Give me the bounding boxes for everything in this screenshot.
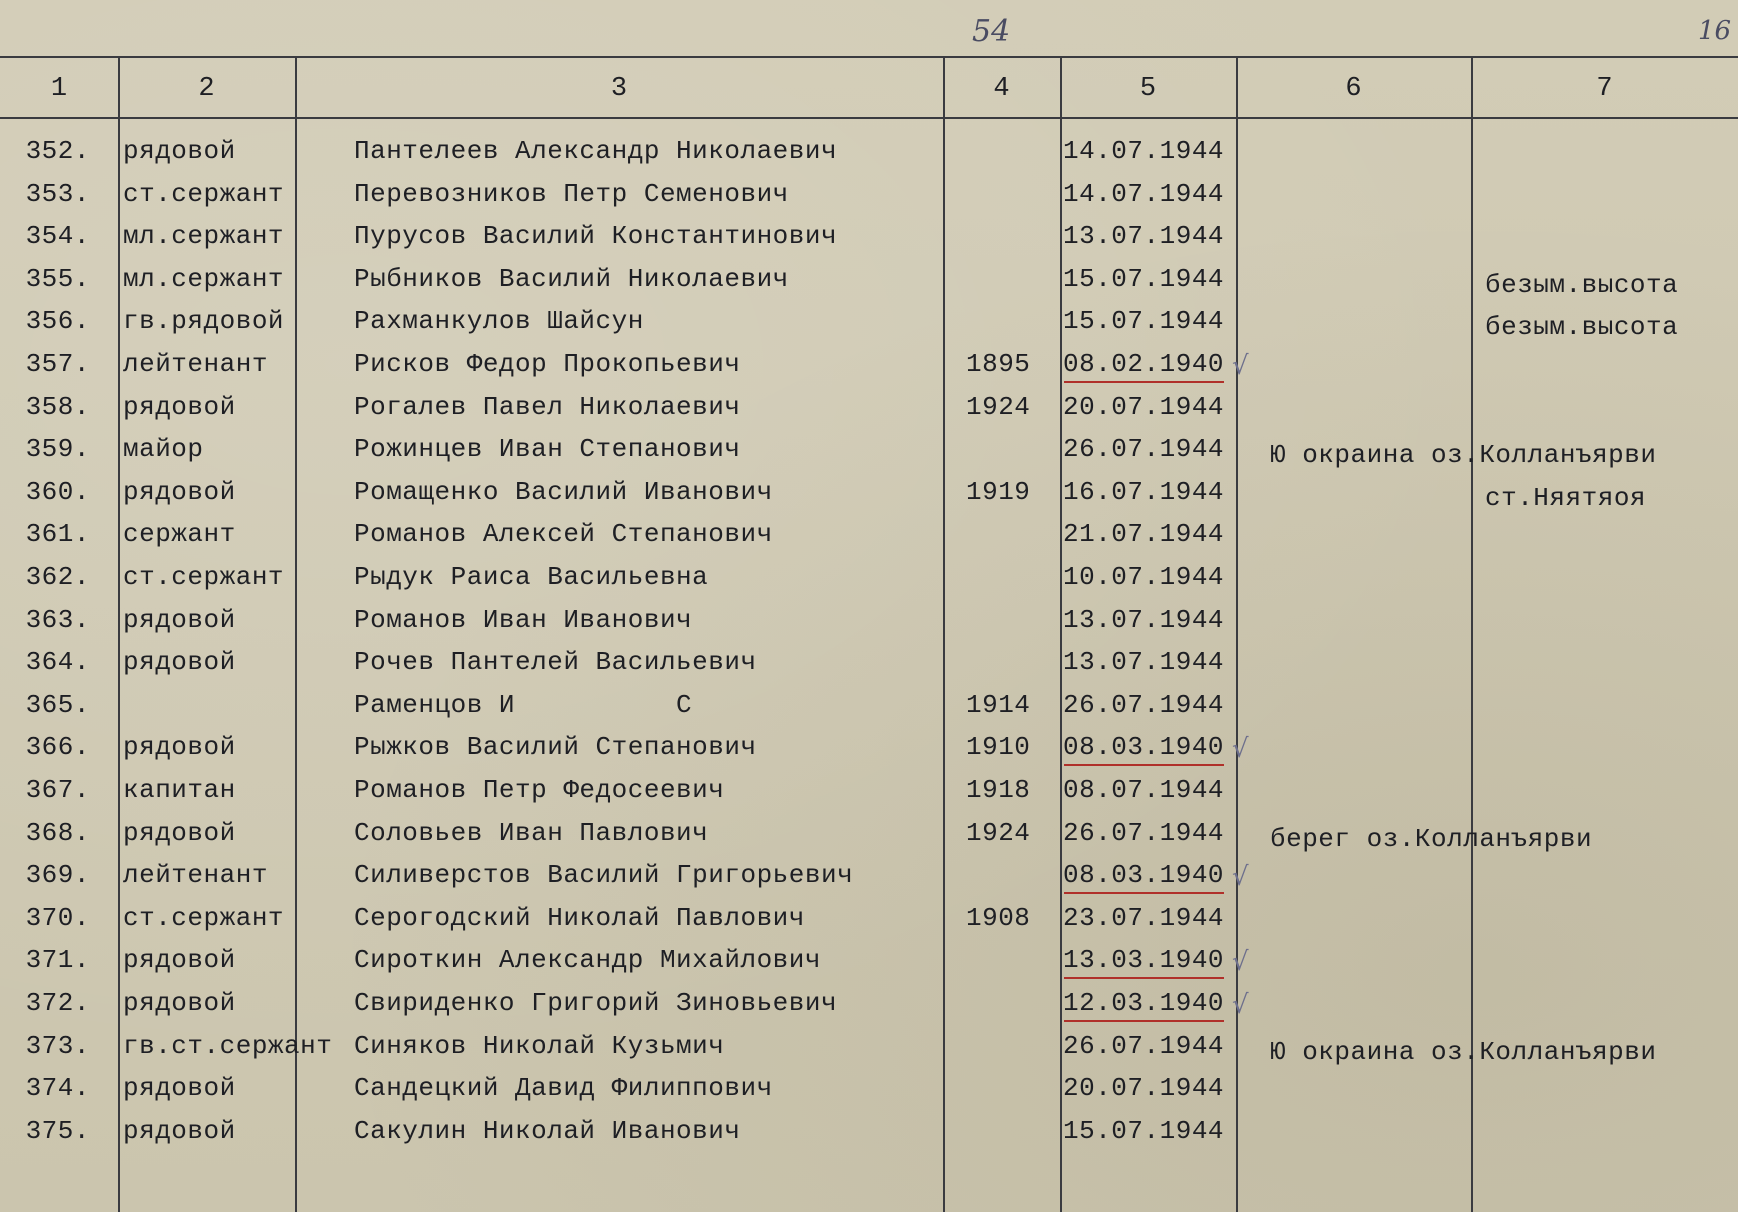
- date-of-death: 20.07.1944: [1063, 1073, 1225, 1103]
- date-of-death: 12.03.1940: [1063, 988, 1225, 1018]
- full-name: Романов Иван Иванович: [354, 605, 693, 635]
- date-of-death: 13.07.1944: [1063, 221, 1225, 251]
- date-underline: [1064, 892, 1224, 894]
- full-name: Соловьев Иван Павлович: [354, 818, 709, 848]
- page-number-top: 54: [972, 14, 1011, 49]
- rank: мл.сержант: [123, 221, 285, 251]
- birth-year: 1908: [966, 903, 1031, 933]
- date-of-death: 08.07.1944: [1063, 775, 1225, 805]
- column-divider: [1060, 56, 1062, 1212]
- full-name: Синяков Николай Кузьмич: [354, 1031, 725, 1061]
- column-header-3: 3: [610, 74, 628, 104]
- burial-place: ст.Няятяоя: [1485, 483, 1647, 513]
- date-underline: [1064, 1020, 1224, 1022]
- row-number: 364.: [25, 647, 90, 677]
- burial-place: безым.высота: [1485, 270, 1679, 300]
- date-of-death: 14.07.1944: [1063, 136, 1225, 166]
- date-of-death: 14.07.1944: [1063, 179, 1225, 209]
- full-name: Серогодский Николай Павлович: [354, 903, 805, 933]
- birth-year: 1919: [966, 477, 1031, 507]
- row-number: 356.: [25, 306, 90, 336]
- header-bottom-rule: [0, 117, 1738, 119]
- column-header-4: 4: [993, 74, 1010, 104]
- page-number-corner: 16: [1698, 16, 1732, 46]
- rank: майор: [123, 434, 204, 464]
- rank: рядовой: [123, 1073, 236, 1103]
- full-name: Романов Петр Федосеевич: [354, 775, 725, 805]
- date-of-death: 16.07.1944: [1063, 477, 1225, 507]
- row-number: 361.: [25, 519, 90, 549]
- rank: рядовой: [123, 477, 236, 507]
- rank: ст.сержант: [123, 562, 285, 592]
- date-of-death: 23.07.1944: [1063, 903, 1225, 933]
- full-name: Сакулин Николай Иванович: [354, 1116, 741, 1146]
- row-number: 352.: [25, 136, 90, 166]
- row-number: 365.: [25, 690, 90, 720]
- full-name: Пурусов Василий Константинович: [354, 221, 838, 251]
- row-number: 360.: [25, 477, 90, 507]
- rank: ст.сержант: [123, 903, 285, 933]
- check-mark-icon: √: [1232, 990, 1249, 1020]
- date-of-death: 13.03.1940: [1063, 945, 1225, 975]
- burial-place: Ю окраина оз.Колланъярви: [1270, 440, 1657, 470]
- birth-year: 1924: [966, 392, 1031, 422]
- full-name: Рочев Пантелей Васильевич: [354, 647, 757, 677]
- full-name: Раменцов И С: [354, 690, 693, 720]
- rank: гв.ст.сержант: [123, 1031, 333, 1061]
- date-of-death: 26.07.1944: [1063, 434, 1225, 464]
- date-of-death: 20.07.1944: [1063, 392, 1225, 422]
- check-mark-icon: √: [1232, 947, 1249, 977]
- full-name: Рахманкулов Шайсун: [354, 306, 644, 336]
- column-divider: [118, 56, 120, 1212]
- burial-place: Ю окраина оз.Колланъярви: [1270, 1037, 1657, 1067]
- full-name: Ромащенко Василий Иванович: [354, 477, 773, 507]
- rank: рядовой: [123, 136, 236, 166]
- full-name: Силиверстов Василий Григорьевич: [354, 860, 854, 890]
- birth-year: 1918: [966, 775, 1031, 805]
- date-of-death: 13.07.1944: [1063, 647, 1225, 677]
- row-number: 355.: [25, 264, 90, 294]
- birth-year: 1914: [966, 690, 1031, 720]
- check-mark-icon: √: [1232, 734, 1249, 764]
- date-underline: [1064, 381, 1224, 383]
- row-number: 375.: [25, 1116, 90, 1146]
- full-name: Перевозников Петр Семенович: [354, 179, 789, 209]
- row-number: 372.: [25, 988, 90, 1018]
- column-divider: [943, 56, 945, 1212]
- birth-year: 1910: [966, 732, 1031, 762]
- rank: мл.сержант: [123, 264, 285, 294]
- rank: рядовой: [123, 988, 236, 1018]
- rank: капитан: [123, 775, 236, 805]
- rank: рядовой: [123, 605, 236, 635]
- rank: лейтенант: [123, 860, 268, 890]
- column-header-2: 2: [198, 74, 215, 104]
- column-header-7: 7: [1596, 74, 1613, 104]
- column-divider: [1236, 56, 1238, 1212]
- date-underline: [1064, 977, 1224, 979]
- date-of-death: 10.07.1944: [1063, 562, 1225, 592]
- rank: рядовой: [123, 1116, 236, 1146]
- date-of-death: 08.02.1940: [1063, 349, 1225, 379]
- date-of-death: 26.07.1944: [1063, 1031, 1225, 1061]
- check-mark-icon: √: [1232, 351, 1249, 381]
- rank: сержант: [123, 519, 236, 549]
- column-header-6: 6: [1345, 74, 1362, 104]
- rank: рядовой: [123, 392, 236, 422]
- header-top-rule: [0, 56, 1738, 58]
- full-name: Рыдук Раиса Васильевна: [354, 562, 709, 592]
- row-number: 358.: [25, 392, 90, 422]
- full-name: Пантелеев Александр Николаевич: [354, 136, 838, 166]
- rank: лейтенант: [123, 349, 268, 379]
- date-underline: [1064, 764, 1224, 766]
- full-name: Сандецкий Давид Филиппович: [354, 1073, 773, 1103]
- column-header-1: 1: [50, 74, 68, 104]
- row-number: 371.: [25, 945, 90, 975]
- burial-place: безым.высота: [1485, 312, 1679, 342]
- rank: рядовой: [123, 647, 236, 677]
- birth-year: 1895: [966, 349, 1031, 379]
- full-name: Рожинцев Иван Степанович: [354, 434, 741, 464]
- rank: рядовой: [123, 732, 236, 762]
- burial-place: берег оз.Колланъярви: [1270, 824, 1593, 854]
- full-name: Рисков Федор Прокопьевич: [354, 349, 741, 379]
- row-number: 359.: [25, 434, 90, 464]
- full-name: Рыжков Василий Степанович: [354, 732, 757, 762]
- full-name: Романов Алексей Степанович: [354, 519, 773, 549]
- birth-year: 1924: [966, 818, 1031, 848]
- date-of-death: 15.07.1944: [1063, 264, 1225, 294]
- row-number: 353.: [25, 179, 90, 209]
- check-mark-icon: √: [1232, 862, 1249, 892]
- date-of-death: 15.07.1944: [1063, 306, 1225, 336]
- date-of-death: 08.03.1940: [1063, 732, 1225, 762]
- row-number: 357.: [25, 349, 90, 379]
- full-name: Сироткин Александр Михайлович: [354, 945, 821, 975]
- column-header-5: 5: [1139, 74, 1157, 104]
- date-of-death: 21.07.1944: [1063, 519, 1225, 549]
- full-name: Рыбников Василий Николаевич: [354, 264, 789, 294]
- rank: рядовой: [123, 818, 236, 848]
- date-of-death: 13.07.1944: [1063, 605, 1225, 635]
- full-name: Рогалев Павел Николаевич: [354, 392, 741, 422]
- row-number: 370.: [25, 903, 90, 933]
- rank: ст.сержант: [123, 179, 285, 209]
- date-of-death: 26.07.1944: [1063, 818, 1225, 848]
- row-number: 374.: [25, 1073, 90, 1103]
- date-of-death: 15.07.1944: [1063, 1116, 1225, 1146]
- date-of-death: 08.03.1940: [1063, 860, 1225, 890]
- rank: гв.рядовой: [123, 306, 285, 336]
- row-number: 366.: [25, 732, 90, 762]
- date-of-death: 26.07.1944: [1063, 690, 1225, 720]
- row-number: 368.: [25, 818, 90, 848]
- row-number: 354.: [25, 221, 90, 251]
- row-number: 362.: [25, 562, 90, 592]
- row-number: 363.: [25, 605, 90, 635]
- full-name: Свириденко Григорий Зиновьевич: [354, 988, 838, 1018]
- row-number: 369.: [25, 860, 90, 890]
- rank: рядовой: [123, 945, 236, 975]
- row-number: 373.: [25, 1031, 90, 1061]
- row-number: 367.: [25, 775, 90, 805]
